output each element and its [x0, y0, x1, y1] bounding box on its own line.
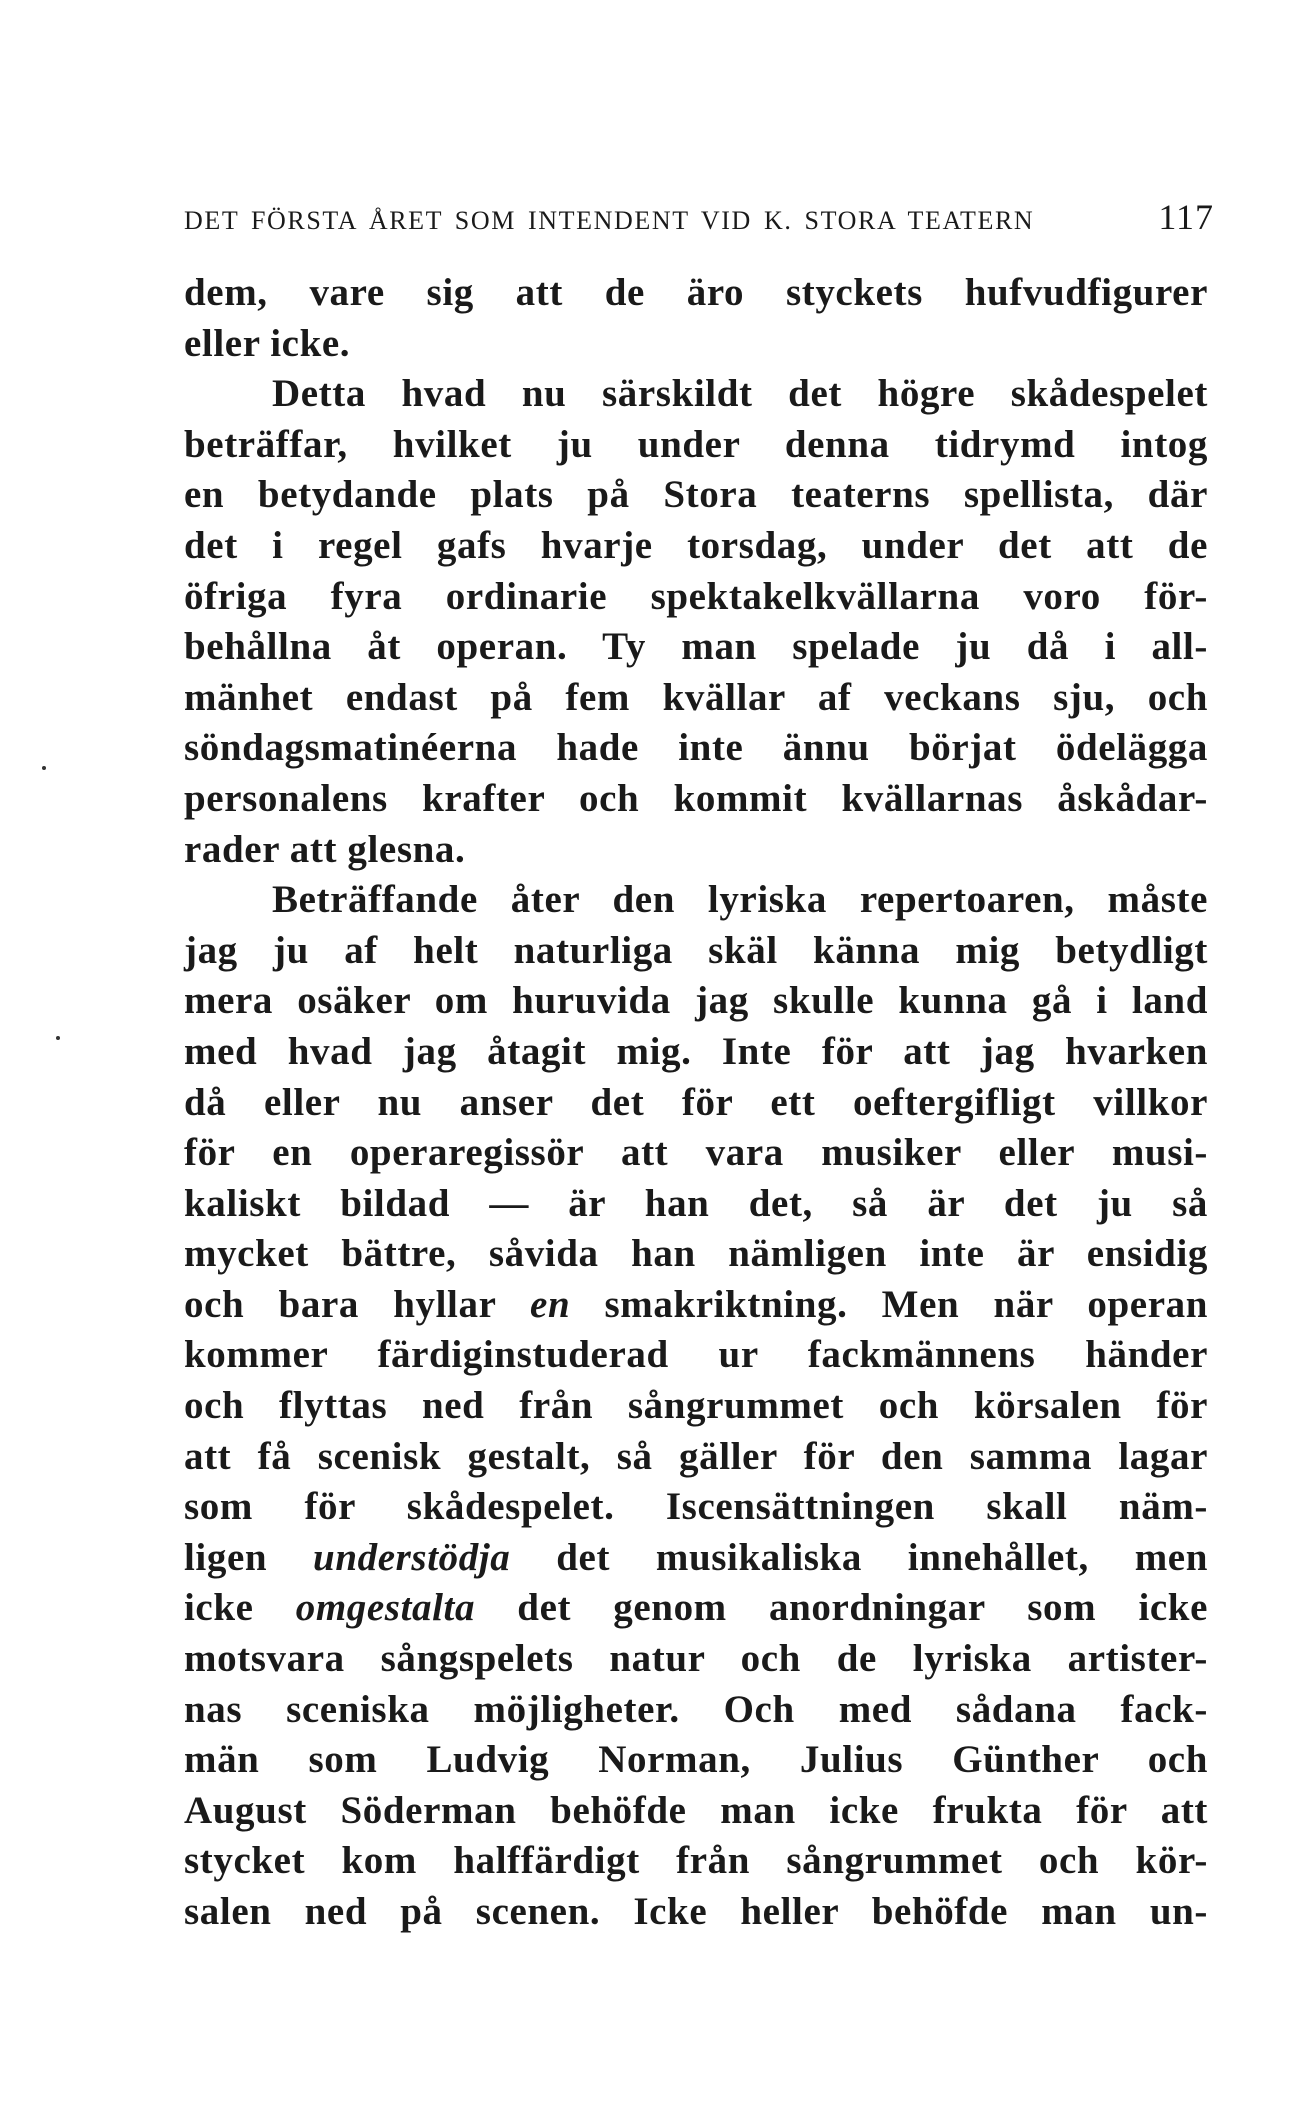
text-line: som för skådespelet. Iscensättningen skall näm-: [184, 1485, 1208, 1529]
text-line: dem, vare sig att de äro styckets hufvudfigurer: [184, 271, 1208, 314]
text-line: [184, 1280, 1208, 1331]
text-line: [184, 1583, 1208, 1634]
text-line: behållna åt operan. Ty man spelade ju då i all-: [184, 625, 1208, 669]
text-line: nas sceniska möjligheter. Och med sådana fack-: [184, 1687, 1208, 1731]
text-line: det i regel gafs hvarje torsdag, under det att de: [184, 523, 1208, 567]
text-run: smakriktning. Men när operan: [570, 1282, 1208, 1326]
text-line: för en operaregissör att vara musiker eller musi-: [184, 1131, 1208, 1175]
running-head: [184, 196, 1214, 246]
text-line: och flyttas ned från sångrummet och körsalen för: [184, 1384, 1208, 1428]
text-line: med hvad jag åtagit mig. Inte för att jag hvarken: [184, 1029, 1208, 1073]
margin-speck: [56, 1036, 60, 1040]
running-title: DET FÖRSTA ÅRET SOM INTENDENT VID K. STORA TEATERN: [184, 206, 1035, 235]
text-run: det genom anordningar som icke: [475, 1586, 1208, 1630]
text-run: icke: [184, 1586, 296, 1630]
text-line: Detta hvad nu särskildt det högre skådespelet: [272, 372, 1208, 416]
text-line: kommer färdiginstuderad ur fackmännens händer: [184, 1333, 1208, 1377]
text-line: Beträffande åter den lyriska repertoaren, måste: [272, 878, 1208, 922]
text-line: mänhet endast på fem kvällar af veckans sju, och: [184, 675, 1208, 719]
text-line: August Söderman behöfde man icke frukta för att: [184, 1788, 1208, 1832]
text-line: kaliskt bildad — är han det, så är det ju så: [184, 1181, 1208, 1225]
text-line: öfriga fyra ordinarie spektakelkvällarna voro för-: [184, 574, 1208, 618]
text-line: [184, 1533, 1208, 1584]
text-run: och bara hyllar: [184, 1282, 531, 1326]
text-line: mera osäker om huruvida jag skulle kunna gå i land: [184, 979, 1208, 1023]
body-text: [184, 268, 1208, 1938]
emphasized-word: understödja: [313, 1535, 511, 1579]
text-run: ligen: [184, 1535, 314, 1579]
text-line: en betydande plats på Stora teaterns spellista, där: [184, 473, 1208, 517]
text-line: då eller nu anser det för ett oeftergifligt villkor: [184, 1080, 1208, 1124]
text-line: söndagsmatinéerna hade inte ännu börjat ödelägga: [184, 726, 1208, 770]
text-line: motsvara sångspelets natur och de lyriska artister-: [184, 1637, 1208, 1681]
text-line: salen ned på scenen. Icke heller behöfde man un-: [184, 1890, 1208, 1933]
text-line: män som Ludvig Norman, Julius Günther och: [184, 1738, 1208, 1782]
text-line: beträffar, hvilket ju under denna tidrymd intog: [184, 422, 1208, 466]
text-line: jag ju af helt naturliga skäl känna mig betydligt: [184, 928, 1208, 972]
page-number: 117: [1158, 197, 1214, 237]
text-line: eller icke.: [184, 321, 351, 365]
text-line: rader att glesna.: [184, 827, 466, 871]
emphasized-word: omgestalta: [295, 1586, 476, 1630]
text-line: mycket bättre, såvida han nämligen inte är ensidig: [184, 1232, 1208, 1276]
emphasized-word: en: [530, 1282, 571, 1326]
text-line: personalens krafter och kommit kvällarnas åskådar-: [184, 776, 1208, 820]
text-line: att få scenisk gestalt, så gäller för den samma lagar: [184, 1434, 1208, 1478]
text-line: stycket kom halffärdigt från sångrummet och kör-: [184, 1839, 1208, 1883]
text-run: det musikaliska innehållet, men: [510, 1535, 1208, 1579]
margin-speck: [42, 766, 46, 770]
